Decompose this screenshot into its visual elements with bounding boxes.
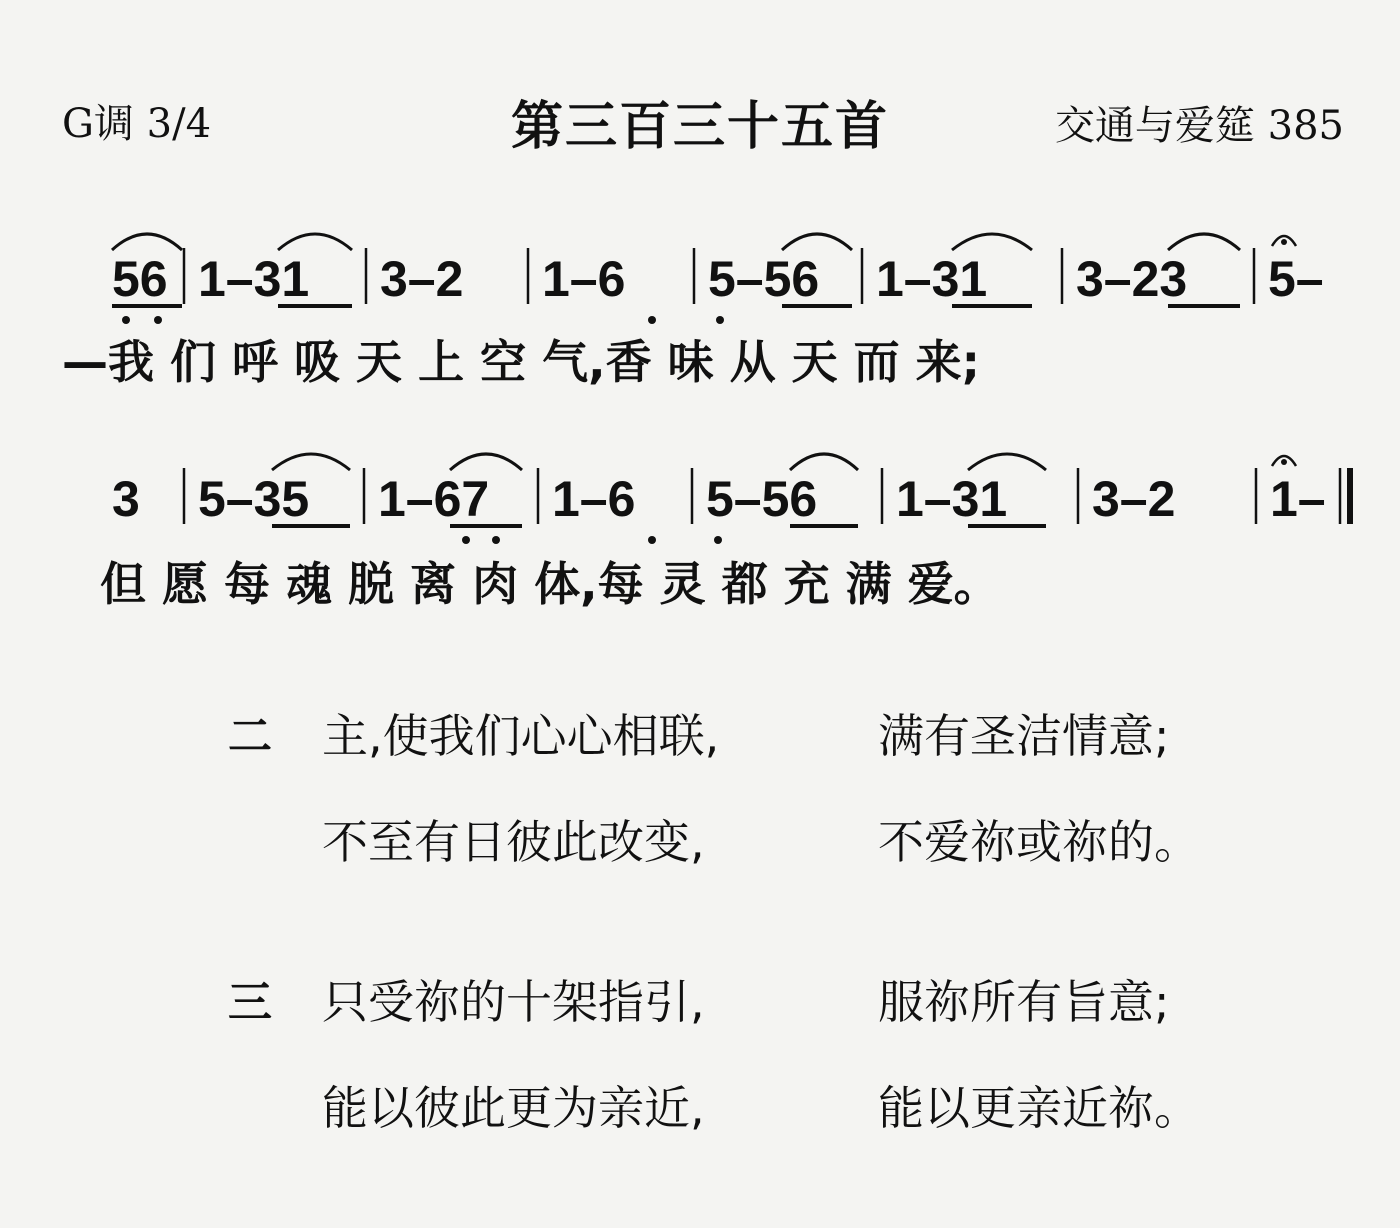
- verse-line: 只受祢的十架指引,: [322, 975, 705, 1029]
- score-bar-notes: 1–31: [876, 251, 988, 307]
- slur-arc: [112, 234, 182, 250]
- octave-dot: [714, 536, 722, 544]
- score-bar-notes: 1–31: [896, 471, 1008, 527]
- octave-dot: [492, 536, 500, 544]
- score-line-1: [112, 234, 1324, 324]
- octave-dot: [122, 316, 130, 324]
- slur-arc: [278, 234, 352, 250]
- score-bar-notes: 5–56: [706, 471, 818, 527]
- hymn-category: 交通与爱筵 385: [1054, 103, 1344, 149]
- verse-line: 不至有日彼此改变,: [322, 815, 705, 869]
- score-bar-notes: 1–31: [198, 251, 310, 307]
- octave-dot: [462, 536, 470, 544]
- octave-dot: [716, 316, 724, 324]
- score-bar-notes: 1–6: [552, 471, 636, 527]
- score-bar-notes: 3: [112, 471, 140, 527]
- score-bar-notes: 1–: [1270, 471, 1326, 527]
- verse-line: 不爱祢或祢的。: [878, 815, 1200, 869]
- octave-dot: [648, 316, 656, 324]
- octave-dot: [154, 316, 162, 324]
- slur-arc: [968, 454, 1046, 470]
- verse-line: 满有圣洁情意;: [878, 709, 1170, 763]
- verse-line: 服祢所有旨意;: [878, 975, 1170, 1029]
- score-bar-notes: 5–: [1268, 251, 1324, 307]
- hymn-title: 第三百三十五首: [510, 97, 889, 157]
- verse-line: 主,使我们心心相联,: [322, 709, 720, 763]
- score-bar-notes: 5–56: [708, 251, 820, 307]
- score-bar-notes: 3–23: [1076, 251, 1188, 307]
- lyrics-line-1: —我 们 呼 吸 天 上 空 气,香 味 从 天 而 来;: [62, 335, 981, 389]
- score-bar-notes: 1–67: [378, 471, 490, 527]
- score-bar-notes: 3–2: [380, 251, 464, 307]
- slur-arc: [1168, 234, 1240, 250]
- score-bar-notes: 3–2: [1092, 471, 1176, 527]
- lyrics-line-2: 但 愿 每 魂 脱 离 肉 体,每 灵 都 充 满 爱。: [100, 557, 1000, 611]
- verse-line: 能以彼此更为亲近,: [322, 1081, 705, 1135]
- score-bar-notes: 5–35: [198, 471, 310, 527]
- fermata-dot: [1281, 239, 1287, 245]
- key-signature: G调 3/4: [62, 101, 212, 147]
- score-bar-notes: 56: [112, 251, 168, 307]
- verse-number: 三: [228, 977, 272, 1028]
- verse-line: 能以更亲近祢。: [878, 1081, 1200, 1135]
- verse-number: 二: [228, 711, 272, 762]
- score-line-2: [112, 454, 1350, 544]
- fermata-dot: [1281, 459, 1287, 465]
- slur-arc: [450, 454, 522, 470]
- slur-arc: [782, 234, 852, 250]
- score-bar-notes: 1–6: [542, 251, 626, 307]
- slur-arc: [272, 454, 350, 470]
- octave-dot: [648, 536, 656, 544]
- slur-arc: [790, 454, 858, 470]
- slur-arc: [952, 234, 1032, 250]
